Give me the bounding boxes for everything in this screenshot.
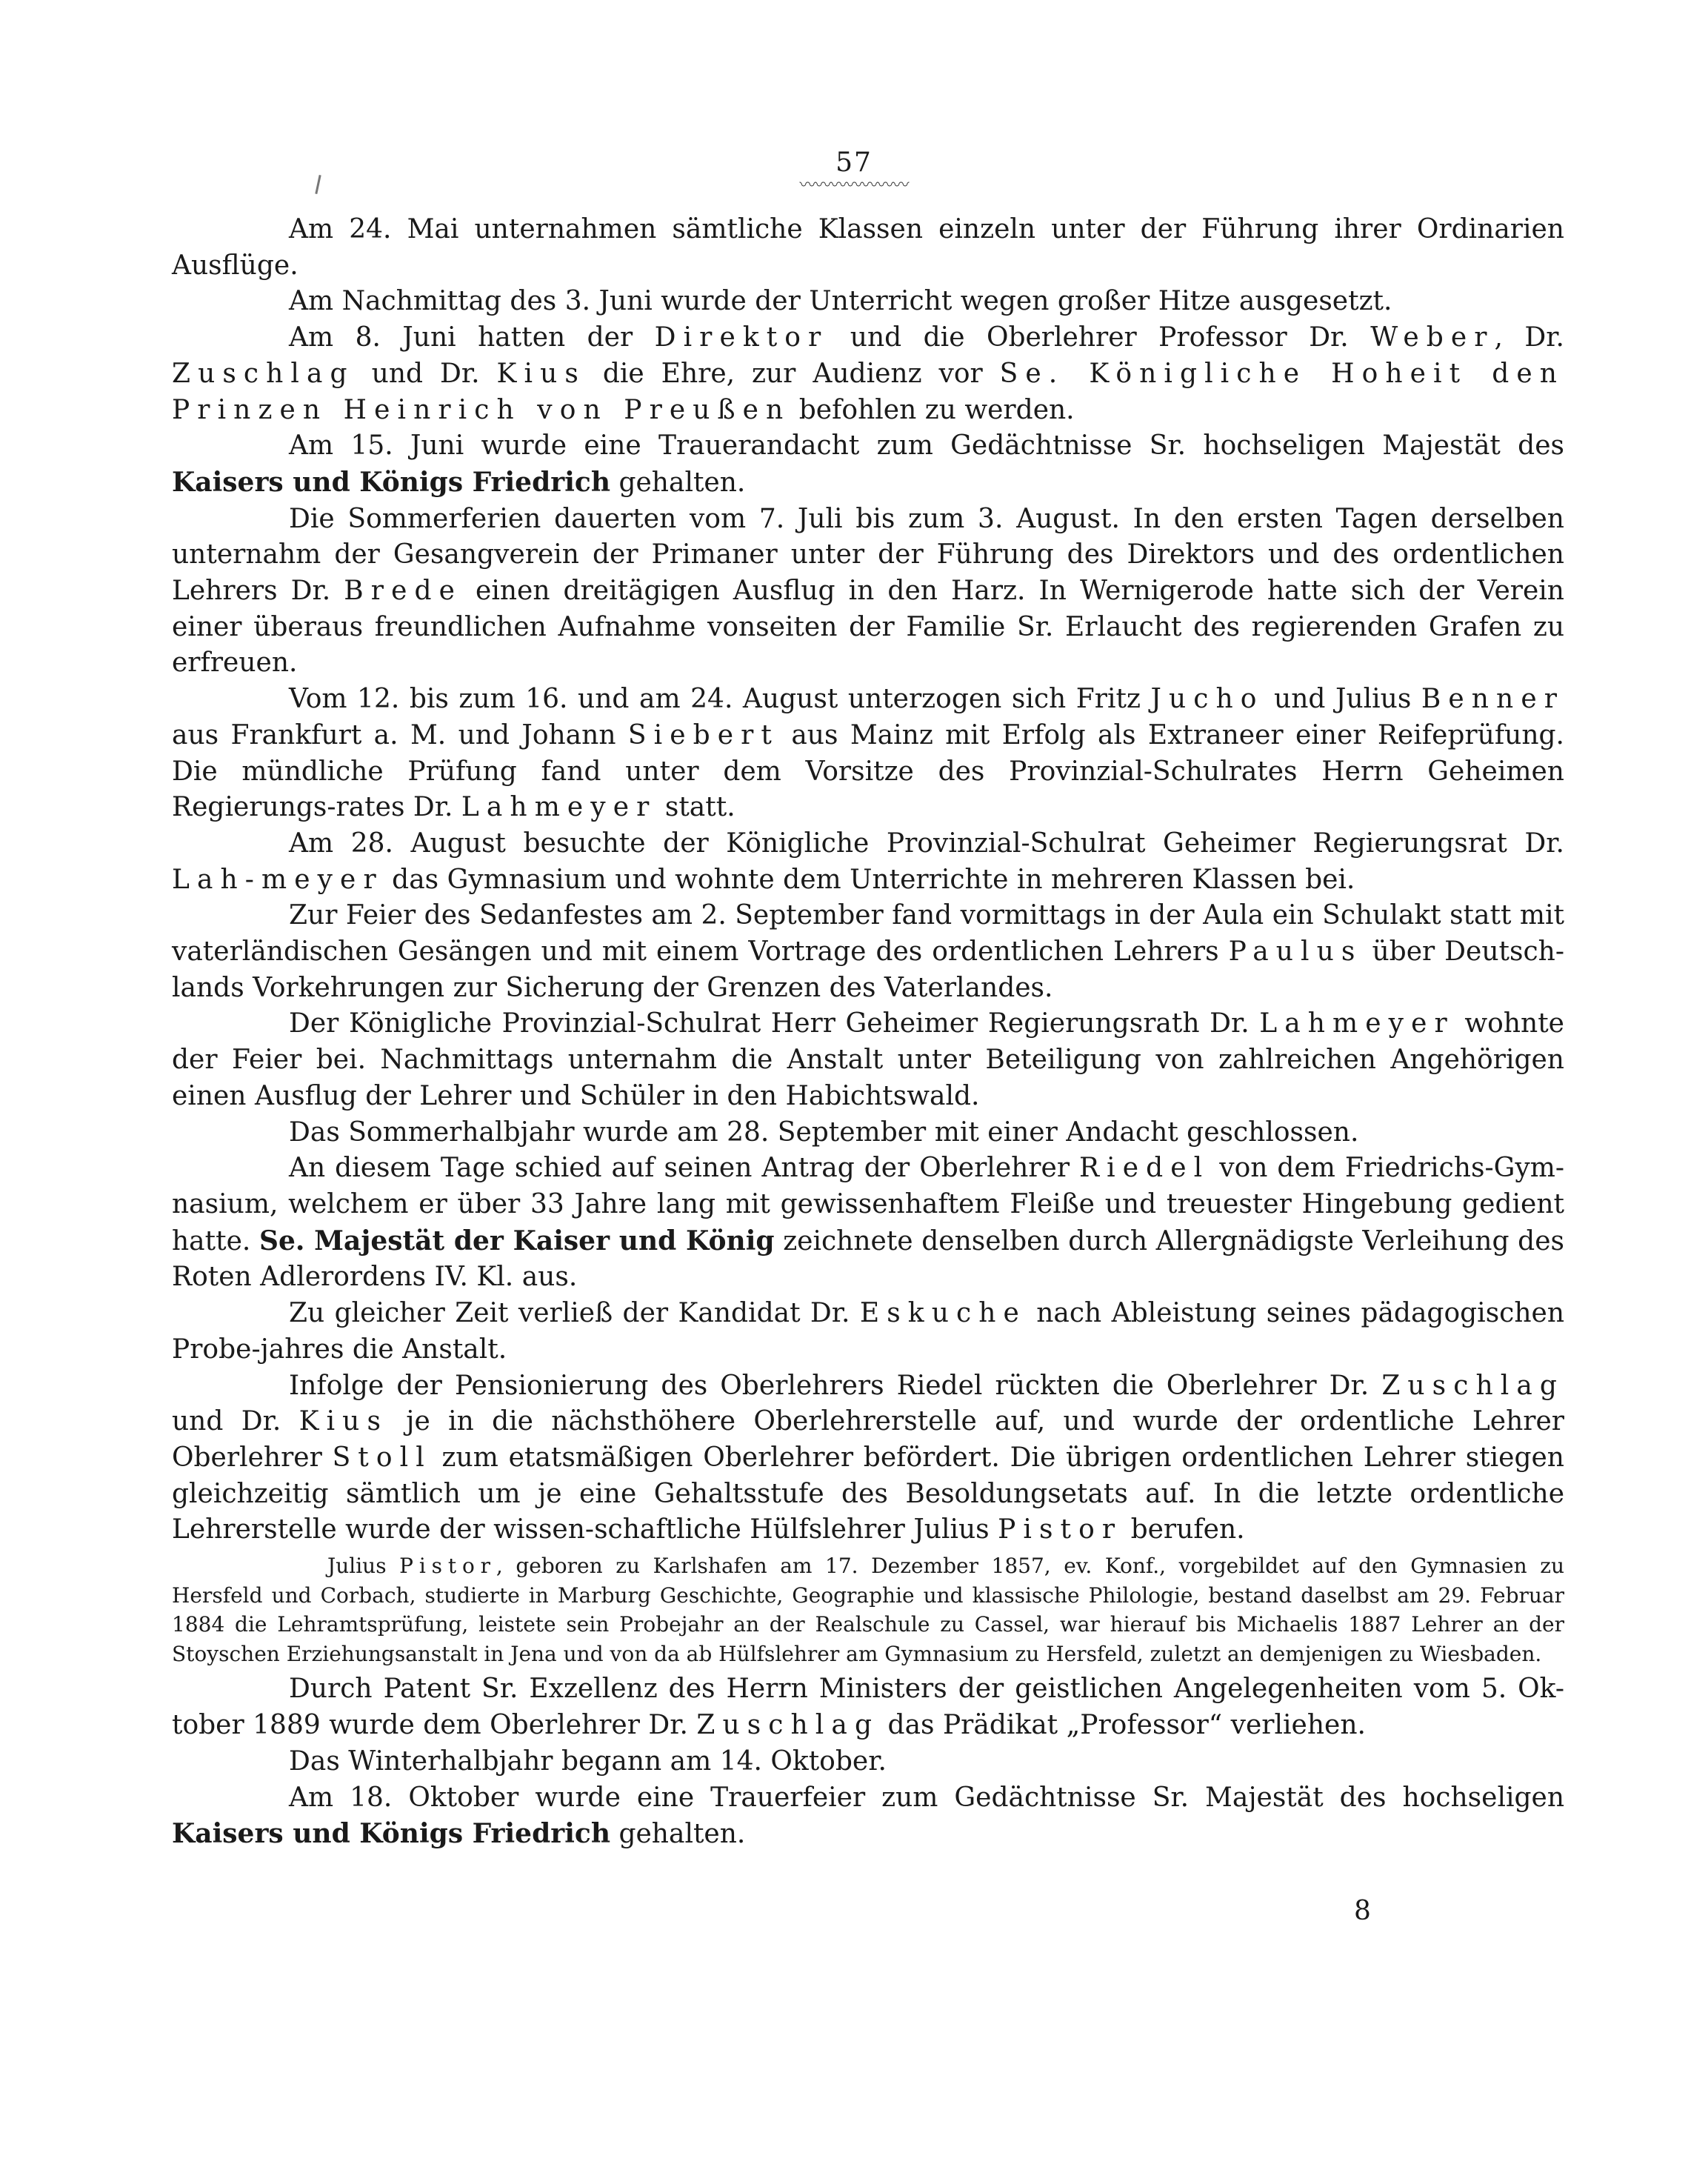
text-run: berufen. xyxy=(1122,1514,1245,1545)
spaced-name: Riedel xyxy=(1079,1153,1210,1184)
text-run: Julius xyxy=(327,1554,400,1579)
paragraph xyxy=(172,1151,1564,1296)
text-run: statt. xyxy=(656,792,735,823)
text-run: , Dr. xyxy=(1494,322,1564,353)
paragraph xyxy=(172,1744,1564,1780)
text-run: die Ehre, zur Audienz vor xyxy=(585,358,1000,389)
spaced-name: Benner xyxy=(1421,684,1564,715)
text-run: Durch Patent Sr. Exzellenz des Herrn Ministers der geistlichen Angelegenheiten vom 5. Ok-tober 1889 wurde dem Oberlehrer Dr. xyxy=(172,1674,1564,1741)
text-run: einen dreitägigen Ausflug in den Harz. In Wernigerode hatte sich der Verein einer überaus freundlichen Aufnahme vonseiten der Familie Sr. Erlaucht des regierenden Grafen zu erfreuen. xyxy=(172,576,1564,679)
paragraph xyxy=(172,1115,1564,1151)
paragraph xyxy=(172,682,1564,826)
paragraph xyxy=(172,1780,1564,1853)
text-run: Am 18. Oktober wurde eine Trauerfeier zum Gedächtnisse Sr. Majestät des hochseligen xyxy=(289,1782,1564,1813)
spaced-name: Kius xyxy=(298,1406,388,1437)
text-run: zeichnete denselben durch Allergnädigste Verleihung des Roten Adlerordens IV. Kl. aus. xyxy=(172,1225,1564,1293)
text-run: das Prädikat „Professor“ verliehen. xyxy=(879,1710,1366,1741)
spaced-name: Se. Königliche Hoheit den Prinzen Heinrich von Preußen xyxy=(172,358,1565,425)
spaced-name: Weber xyxy=(1370,322,1495,353)
spaced-name: Kius xyxy=(496,358,586,389)
text-run: Am 24. Mai unternahmen sämtliche Klassen einzeln unter der Führung ihrer Ordinarien Ausflüge. xyxy=(172,214,1564,281)
paragraph xyxy=(172,212,1564,284)
text-run: Am 15. Juni wurde eine Trauerandacht zum Gedächtnisse Sr. hochseligen Majestät des xyxy=(289,430,1564,462)
paragraph xyxy=(172,1368,1564,1549)
text-run: wohnte der Feier bei. Nachmittags unternahm die Anstalt unter Beteiligung von zahlreichen Angehörigen einen Ausflug der Lehrer und Schüler in den Habichtswald. xyxy=(172,1008,1564,1111)
text-run: Zu gleicher Zeit verließ der Kandidat Dr. xyxy=(289,1298,860,1329)
text-run: zum etatsmäßigen Oberlehrer befördert. Die übrigen ordentlichen Lehrer stiegen gleichzeitig sämtlich um je eine Gehaltsstufe des Besoldungsetats auf. In die letzte ordentliche Lehrerstelle wurde der wissen-schaftliche Hülfslehrer Julius xyxy=(172,1442,1564,1545)
text-run: Zur Feier des Sedanfestes am 2. September fand vormittags in der Aula ein Schulakt statt mit vaterländischen Gesängen und mit einem Vortrage des ordentlichen Lehrers xyxy=(172,900,1564,968)
signature-mark: 8 xyxy=(1354,1896,1371,1926)
text-run: Das Sommerhalbjahr wurde am 28. September mit einer Andacht geschlossen. xyxy=(289,1116,1359,1148)
document-body xyxy=(172,212,1564,1853)
footnote xyxy=(172,1551,1564,1668)
spaced-name: Zuschlag xyxy=(172,358,355,389)
text-run: Infolge der Pensionierung des Oberlehrers Riedel rückten die Oberlehrer Dr. xyxy=(289,1370,1382,1401)
bold-text: Se. Majestät der Kaiser und König xyxy=(258,1225,775,1256)
paragraph xyxy=(172,1671,1564,1743)
text-run: aus Frankfurt a. M. und Johann xyxy=(172,719,628,750)
page-header xyxy=(0,147,1708,193)
text-run: Vom 12. bis zum 16. und am 24. August unterzogen sich Fritz xyxy=(289,684,1151,715)
spaced-name: Stoll xyxy=(332,1442,432,1473)
text-run: nach Ableistung seines pädagogischen Probe-jahres die Anstalt. xyxy=(172,1298,1565,1365)
text-run: das Gymnasium und wohnte dem Unterrichte in mehreren Klassen bei. xyxy=(383,864,1355,895)
spaced-name: Siebert xyxy=(627,719,779,750)
spaced-name: Zuschlag xyxy=(696,1710,880,1741)
text-run: gehalten. xyxy=(610,1819,746,1850)
text-run: und Julius xyxy=(1264,684,1421,715)
paragraph xyxy=(172,502,1564,682)
text-run: aus Mainz mit Erfolg als Extraneer einer Reifeprüfung. Die mündliche Prüfung fand unter dem Vorsitze des Provinzial-Schulrates Herrn Geheimen Regierungs-rates Dr. xyxy=(172,719,1564,823)
paragraph xyxy=(172,284,1564,320)
spaced-name: Jucho xyxy=(1150,684,1264,715)
spaced-name: Eskuche xyxy=(859,1298,1027,1329)
paragraph xyxy=(172,826,1564,898)
text-run: von dem Friedrichs-Gym-nasium, welchem er über 33 Jahre lang mit gewissenhaftem Fleiße und treuester Hingebung gedient hatte. xyxy=(172,1153,1565,1256)
spaced-name: Lah-meyer xyxy=(172,864,384,895)
text-run: gehalten. xyxy=(610,467,746,498)
paragraph xyxy=(172,1296,1564,1368)
text-run: , geboren zu Karlshafen am 17. Dezember 1857, ev. Konf., vorgebildet auf den Gymnasien zu Hersfeld und Corbach, studierte in Marburg Geschichte, Geographie und klassische Philologie, bestand daselbst am 29. Februar 1884 die Lehramtsprüfung, leistete sein Probejahr an der Realschule zu Cassel, war hierauf bis Michaelis 1887 Lehrer an der Stoyschen Erziehungsanstalt in Jena und von da ab Hülfslehrer am Gymnasium zu Hersfeld, zuletzt an demjenigen zu Wiesbaden. xyxy=(172,1554,1564,1666)
spaced-name: Lahmeyer xyxy=(1259,1008,1455,1039)
text-run: über Deutsch-lands Vorkehrungen zur Sicherung der Grenzen des Vaterlandes. xyxy=(172,936,1564,1003)
spaced-name: Zuschlag xyxy=(1381,1370,1564,1401)
spaced-name: Pistor xyxy=(399,1554,496,1579)
paragraph xyxy=(172,428,1564,501)
spaced-name: Paulus xyxy=(1228,936,1363,968)
text-run: und die Oberlehrer Professor Dr. xyxy=(828,322,1371,353)
text-run: und Dr. xyxy=(354,358,497,389)
text-run: Am 8. Juni hatten der xyxy=(289,322,655,353)
text-run: An diesem Tage schied auf seinen Antrag der Oberlehrer xyxy=(289,1153,1079,1184)
spaced-name: Brede xyxy=(344,576,462,607)
paragraph xyxy=(172,898,1564,1006)
text-run: je in die nächsthöhere Oberlehrerstelle auf, und wurde der ordentliche Lehrer Oberlehrer xyxy=(172,1406,1564,1473)
paragraph xyxy=(172,1006,1564,1114)
text-run: befohlen zu werden. xyxy=(790,394,1075,425)
text-run: Die Sommerferien dauerten vom 7. Juli bis zum 3. August. In den ersten Tagen derselben unternahm der Gesangverein der Primaner unter der Führung des Direktors und des ordentlichen Lehrers Dr. xyxy=(172,503,1564,607)
page-number: 57 xyxy=(835,147,873,178)
text-run: Am 28. August besuchte der Königliche Provinzial-Schulrat Geheimer Regierungsrat Dr. xyxy=(289,828,1564,859)
text-run: Der Königliche Provinzial-Schulrat Herr Geheimer Regierungsrath Dr. xyxy=(289,1008,1260,1039)
header-ornament: 〰〰〰〰〰〰〰 xyxy=(799,176,909,195)
text-run: Das Winterhalbjahr begann am 14. Oktober. xyxy=(289,1745,887,1777)
bold-text: Kaisers und Königs Friedrich xyxy=(172,1818,610,1850)
spaced-name: Pistor xyxy=(998,1514,1123,1545)
text-run: Am Nachmittag des 3. Juni wurde der Unterricht wegen großer Hitze ausgesetzt. xyxy=(289,286,1392,317)
text-run: und Dr. xyxy=(172,1406,299,1437)
paragraph xyxy=(172,320,1564,428)
spaced-name: Direktor xyxy=(654,322,829,353)
spaced-name: Lahmeyer xyxy=(461,792,657,823)
bold-text: Kaisers und Königs Friedrich xyxy=(172,466,610,498)
